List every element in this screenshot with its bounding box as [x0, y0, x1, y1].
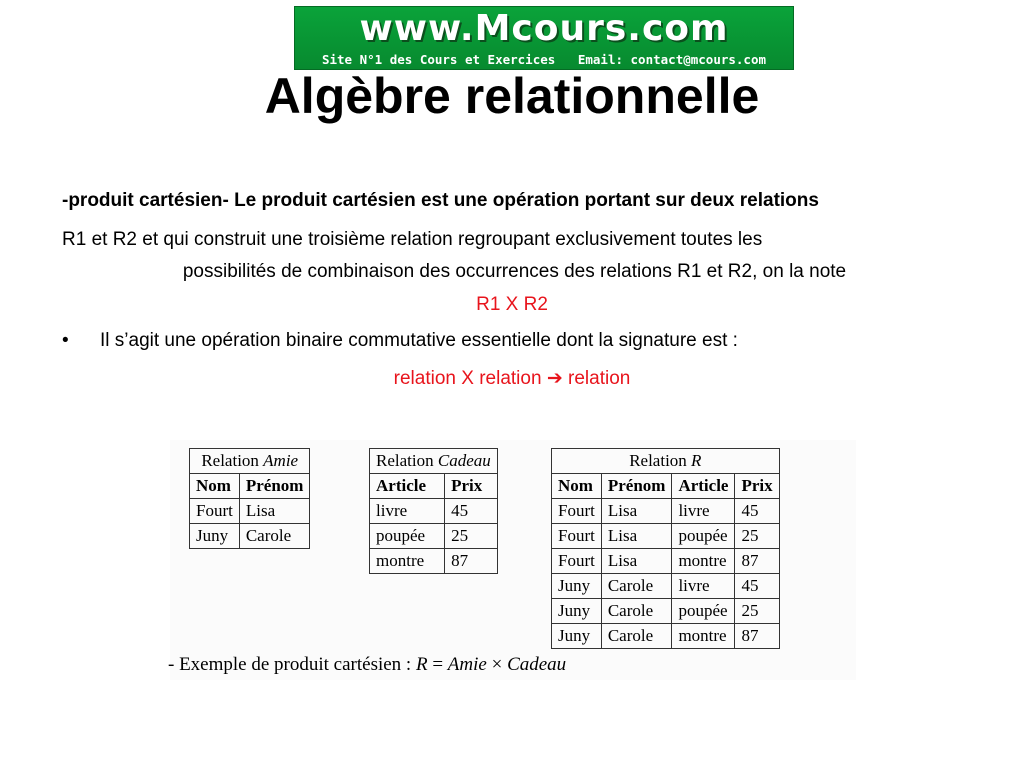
- table-header-row: [370, 474, 498, 499]
- column-header: Article: [672, 474, 735, 499]
- table-row: [552, 499, 780, 524]
- table-row: [552, 599, 780, 624]
- definition-line-2: possibilités de combinaison des occurrences des relations R1 et R2, on la note: [182, 261, 847, 282]
- table-cell: montre: [672, 624, 735, 649]
- bullet-icon: •: [62, 330, 69, 351]
- table-cell: Lisa: [239, 499, 310, 524]
- table-row: [552, 624, 780, 649]
- table-cell: 45: [735, 574, 779, 599]
- table-cell: 25: [445, 524, 498, 549]
- table-row: [190, 524, 310, 549]
- slide-title: Algèbre relationnelle: [264, 68, 760, 124]
- signature-left: relation X relation: [393, 368, 542, 389]
- table-cell: poupée: [672, 599, 735, 624]
- table-cell: livre: [672, 499, 735, 524]
- table-cell: 45: [735, 499, 779, 524]
- table-cell: poupée: [370, 524, 445, 549]
- table-cell: montre: [672, 549, 735, 574]
- site-banner: [294, 6, 794, 70]
- table-cell: Fourt: [552, 524, 602, 549]
- signature-right: relation: [568, 368, 631, 389]
- table-cell: Fourt: [190, 499, 240, 524]
- definition-paragraph: [62, 224, 967, 288]
- table-row: [370, 499, 498, 524]
- column-header: Prénom: [601, 474, 672, 499]
- table-cell: Juny: [552, 599, 602, 624]
- table-cell: Carole: [239, 524, 310, 549]
- table-cell: Fourt: [552, 499, 602, 524]
- table-cell: 87: [735, 624, 779, 649]
- table-cell: Juny: [190, 524, 240, 549]
- table-row: [552, 524, 780, 549]
- banner-tagline: Site N°1 des Cours et Exercices Email: contact@mcours.com: [321, 52, 766, 67]
- figure-caption: - Exemple de produit cartésien : R = Amie × Cadeau: [168, 654, 567, 675]
- column-header: Nom: [552, 474, 602, 499]
- bullet-text: Il s’agit une opération binaire commutative essentielle dont la signature est :: [100, 330, 738, 351]
- table-row: [552, 574, 780, 599]
- table-cell: 87: [735, 549, 779, 574]
- table-cell: 87: [445, 549, 498, 574]
- notation-formula: R1 X R2: [476, 294, 548, 315]
- table-cell: poupée: [672, 524, 735, 549]
- table-cell: Fourt: [552, 549, 602, 574]
- signature-formula: [0, 365, 1024, 393]
- intro-paragraph: -produit cartésien- Le produit cartésien est une opération portant sur deux relations: [62, 190, 819, 211]
- table-cell: Lisa: [601, 524, 672, 549]
- table-row: [190, 499, 310, 524]
- table-cadeau: [369, 448, 498, 574]
- table-cell: Juny: [552, 624, 602, 649]
- table-cell: livre: [370, 499, 445, 524]
- table-row: [370, 549, 498, 574]
- table-row: [552, 549, 780, 574]
- table-amie: [189, 448, 310, 549]
- banner-site-name: www.Mcours.com: [359, 8, 729, 49]
- column-header: Prix: [445, 474, 498, 499]
- table-cell: Carole: [601, 624, 672, 649]
- table-cell: Lisa: [601, 549, 672, 574]
- table-cell: livre: [672, 574, 735, 599]
- column-header: Nom: [190, 474, 240, 499]
- table-cell: Carole: [601, 574, 672, 599]
- table-cell: Carole: [601, 599, 672, 624]
- table-caption: Relation R: [552, 449, 780, 474]
- table-cell: 25: [735, 599, 779, 624]
- table-cell: 45: [445, 499, 498, 524]
- table-cell: montre: [370, 549, 445, 574]
- table-r: [551, 448, 780, 649]
- right-arrow-icon: ➔: [546, 368, 563, 389]
- table-row: [370, 524, 498, 549]
- definition-line-1: R1 et R2 et qui construit une troisième relation regroupant exclusivement toutes les: [62, 229, 763, 250]
- table-header-row: [552, 474, 780, 499]
- table-cell: Juny: [552, 574, 602, 599]
- table-header-row: [190, 474, 310, 499]
- table-cell: Lisa: [601, 499, 672, 524]
- column-header: Prix: [735, 474, 779, 499]
- table-cell: 25: [735, 524, 779, 549]
- table-caption: Relation Cadeau: [370, 449, 498, 474]
- column-header: Article: [370, 474, 445, 499]
- bullet-item: [62, 327, 962, 355]
- column-header: Prénom: [239, 474, 310, 499]
- table-caption: Relation Amie: [190, 449, 310, 474]
